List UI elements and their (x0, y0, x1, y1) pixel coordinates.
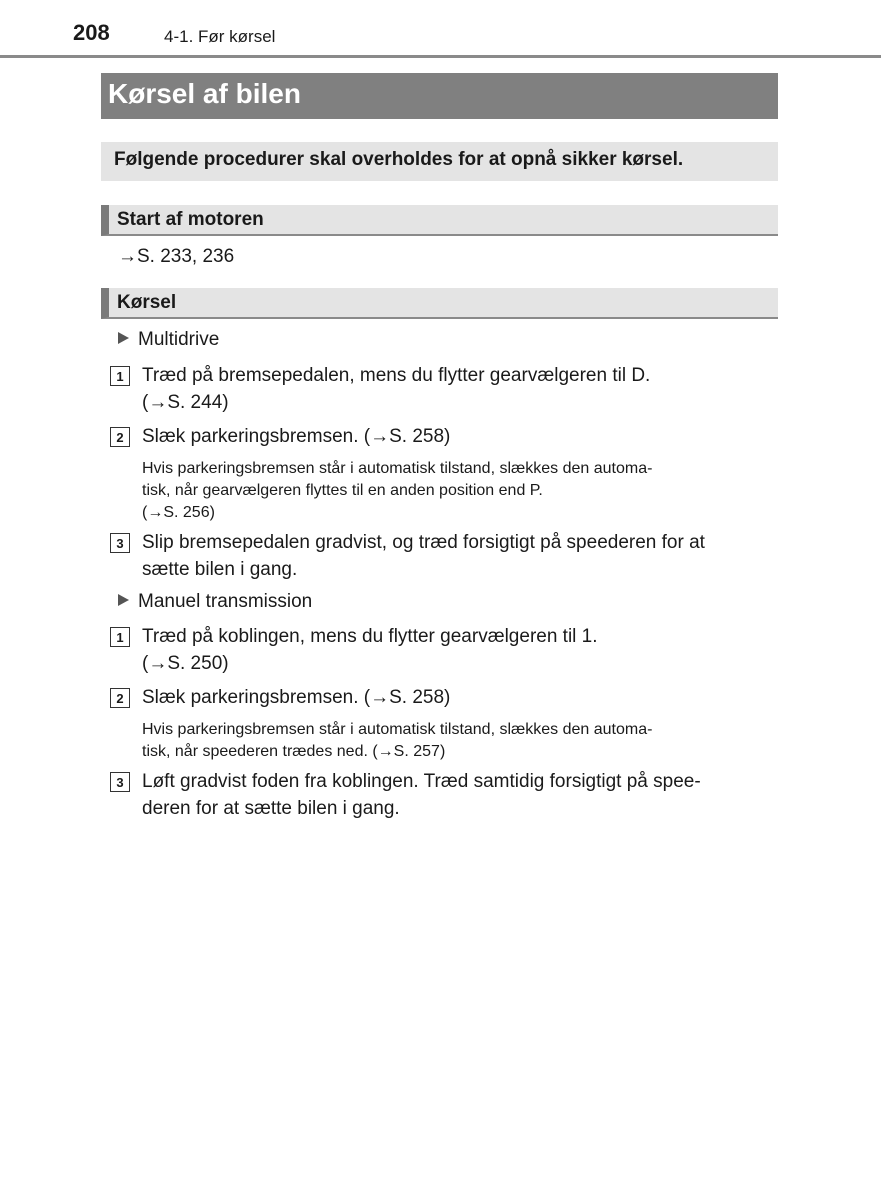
intro-box (101, 142, 778, 181)
subhead-multidrive (118, 329, 219, 351)
intro-text: Følgende procedurer skal overholdes for at opnå sikker kørsel. (114, 149, 684, 170)
step-line: (→S. 244) (142, 392, 229, 413)
subhead-manual (118, 591, 312, 613)
step-number-box: 1 (110, 627, 130, 647)
note-line: Hvis parkeringsbremsen står i automatisk tilstand, slækkes den automa- (142, 721, 653, 738)
note-text (142, 719, 772, 763)
subhead-label: Manuel transmission (138, 591, 313, 612)
page-reference: →S. 233, 236 (118, 246, 235, 267)
note-line: tisk, når speederen trædes ned. (→S. 257) (142, 743, 446, 760)
page-title: Kørsel af bilen (108, 78, 301, 109)
step-line: Træd på bremsepedalen, mens du flytter gearvælgeren til D. (142, 365, 651, 386)
subhead-label: Multidrive (138, 329, 220, 350)
step-line: deren for at sætte bilen i gang. (142, 798, 400, 819)
note-line: (→S. 256) (142, 504, 215, 521)
step-number-box: 2 (110, 427, 130, 447)
note-line: tisk, når gearvælgeren flyttes til en anden position end P. (142, 482, 543, 499)
page-title-bar (101, 73, 778, 119)
step-text (142, 623, 776, 677)
step-line: (→S. 250) (142, 653, 229, 674)
page-number: 208 (73, 20, 110, 45)
step-line: Slip bremsepedalen gradvist, og træd forsigtigt på speederen for at (142, 532, 705, 553)
step-number-box: 1 (110, 366, 130, 386)
section-heading: Kørsel (117, 292, 177, 313)
step-number-box: 3 (110, 772, 130, 792)
step-text: Slæk parkeringsbremsen. (→S. 258) (142, 426, 451, 447)
step-line: Træd på koblingen, mens du flytter gearvælgeren til 1. (142, 626, 598, 647)
section-driving (101, 288, 778, 319)
step-line: Løft gradvist foden fra koblingen. Træd samtidig forsigtigt på spee- (142, 771, 701, 792)
note-line: Hvis parkeringsbremsen står i automatisk tilstand, slækkes den automa- (142, 460, 653, 477)
section-heading: Start af motoren (117, 209, 264, 230)
section-start-engine (101, 205, 778, 236)
header-divider (0, 55, 881, 58)
chapter-title: 4-1. Før kørsel (164, 27, 276, 46)
step-number-box: 2 (110, 688, 130, 708)
step-text (142, 768, 776, 822)
triangle-bullet-icon (118, 594, 129, 606)
step-number-box: 3 (110, 533, 130, 553)
step-text (142, 362, 776, 416)
step-text (142, 529, 776, 583)
step-text: Slæk parkeringsbremsen. (→S. 258) (142, 687, 451, 708)
note-text (142, 458, 772, 524)
triangle-bullet-icon (118, 332, 129, 344)
step-line: sætte bilen i gang. (142, 559, 298, 580)
